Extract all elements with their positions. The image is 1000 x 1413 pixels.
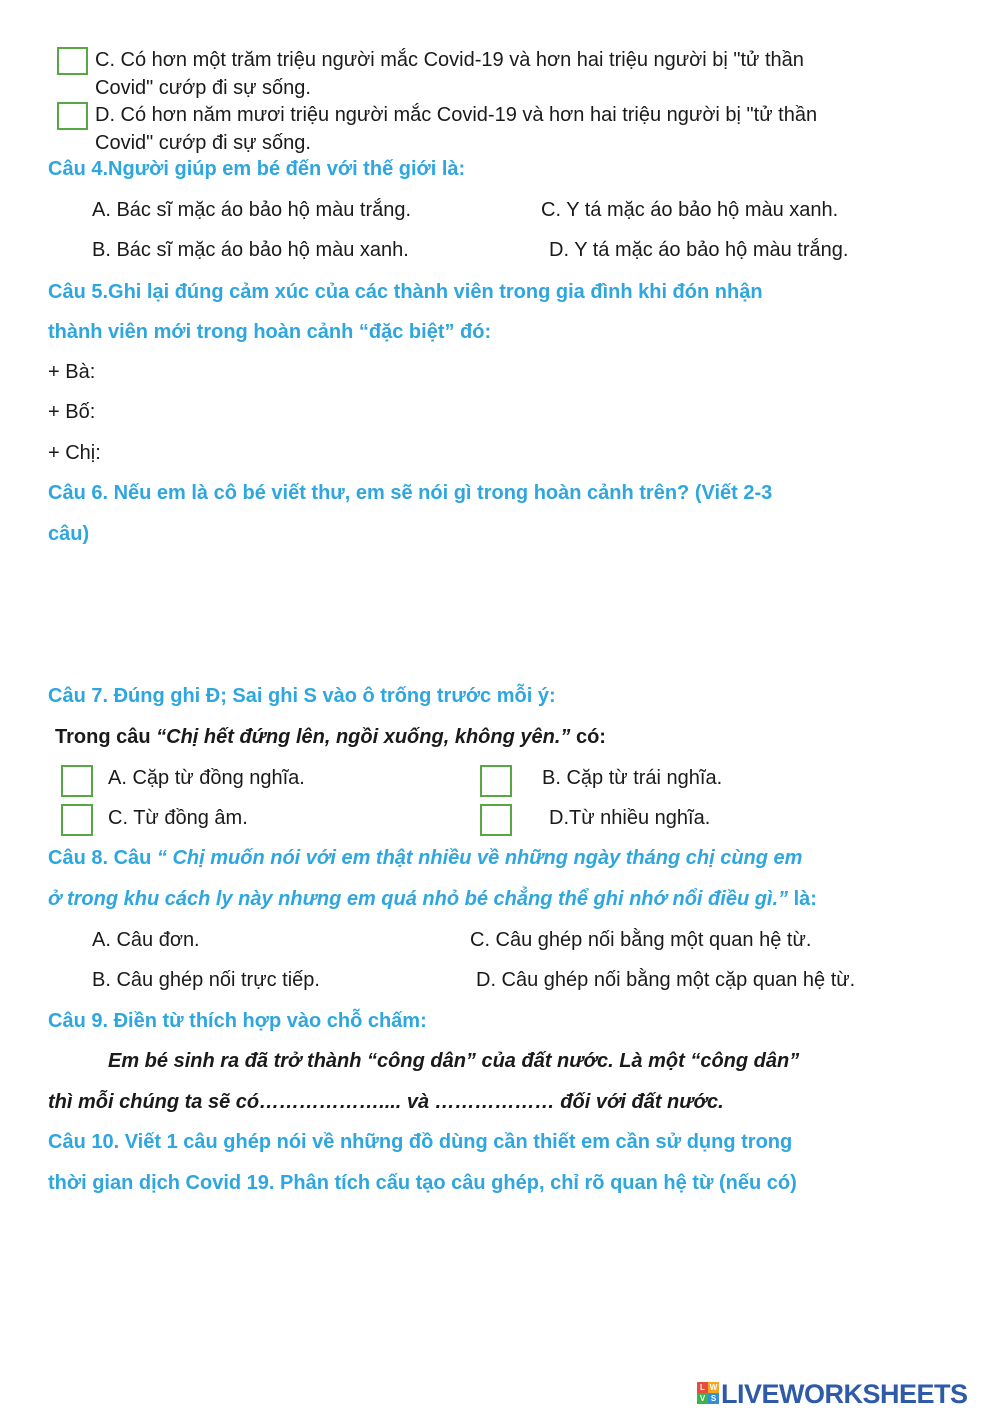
q5-ba-label: + Bà: [48, 361, 96, 383]
checkbox-q7-d[interactable] [480, 804, 512, 836]
q5-bo-label: + Bố: [48, 401, 96, 423]
logo-mark-icon [697, 1382, 719, 1404]
q7-option-d: D.Từ nhiều nghĩa. [549, 807, 711, 829]
logo-text: LIVEWORKSHEETS [721, 1379, 968, 1409]
logo-mark-l: L [697, 1382, 708, 1393]
q4-option-b: B. Bác sĩ mặc áo bảo hộ màu xanh. [92, 239, 409, 261]
q8-option-d: D. Câu ghép nối bằng một cặp quan hệ từ. [476, 969, 856, 991]
q5-chi-label: + Chị: [48, 442, 101, 464]
checkbox-q7-c[interactable] [61, 804, 93, 836]
q8-option-b: B. Câu ghép nối trực tiếp. [92, 969, 320, 991]
q5-title-line2: thành viên mới trong hoàn cảnh “đặc biệt” đó: [48, 321, 492, 343]
logo-mark-v: V [697, 1393, 708, 1404]
checkbox-q3-c[interactable] [57, 47, 88, 75]
q3-option-c-line2: Covid" cướp đi sự sống. [95, 77, 311, 99]
q6-title-line1: Câu 6. Nếu em là cô bé viết thư, em sẽ nói gì trong hoàn cảnh trên? (Viết 2-3 [48, 482, 773, 504]
q4-option-a: A. Bác sĩ mặc áo bảo hộ màu trắng. [92, 199, 412, 221]
q9-passage-line2: thì mỗi chúng ta sẽ có……………….... và ……………… đối với đất nước. [48, 1091, 724, 1113]
q5-title-line1: Câu 5.Ghi lại đúng cảm xúc của các thành viên trong gia đình khi đón nhận [48, 281, 763, 303]
checkbox-q7-a[interactable] [61, 765, 93, 797]
q10-title-line2: thời gian dịch Covid 19. Phân tích cấu tạo câu ghép, chỉ rõ quan hệ từ (nếu có) [48, 1172, 797, 1194]
q8-title-line2 [48, 887, 817, 911]
q8-title-prefix: Câu 8. Câu [48, 847, 157, 869]
q9-passage-line1: Em bé sinh ra đã trở thành “công dân” của đất nước. Là một “công dân” [108, 1050, 800, 1072]
q7-prompt-suffix: có: [570, 726, 606, 748]
q7-option-a: A. Cặp từ đồng nghĩa. [108, 767, 305, 789]
q4-title: Câu 4.Người giúp em bé đến với thế giới là: [48, 158, 466, 180]
checkbox-q7-b[interactable] [480, 765, 512, 797]
q8-title-suffix: là: [788, 888, 817, 910]
q4-option-d: D. Y tá mặc áo bảo hộ màu trắng. [549, 239, 849, 261]
logo-mark-w: W [709, 1383, 718, 1392]
q8-quote-line2: ở trong khu cách ly này nhưng em quá nhỏ bé chẳng thể ghi nhớ nổi điều gì.” [48, 888, 789, 910]
q9-title: Câu 9. Điền từ thích hợp vào chỗ chấm: [48, 1010, 427, 1032]
logo-mark-s: S [708, 1393, 719, 1404]
q3-option-d-line2: Covid" cướp đi sự sống. [95, 132, 311, 154]
q7-prompt-quote: “Chị hết đứng lên, ngồi xuống, không yên.” [156, 726, 571, 748]
q8-title-line1 [48, 846, 802, 870]
q3-option-d-line1: D. Có hơn năm mươi triệu người mắc Covid-19 và hơn hai triệu người bị "tử thần [95, 104, 818, 126]
q8-option-a: A. Câu đơn. [92, 929, 200, 951]
checkbox-q3-d[interactable] [57, 102, 88, 130]
q7-option-b: B. Cặp từ trái nghĩa. [542, 767, 723, 789]
q3-option-c-line1: C. Có hơn một trăm triệu người mắc Covid-19 và hơn hai triệu người bị "tử thần [95, 49, 804, 71]
q7-title: Câu 7. Đúng ghi Đ; Sai ghi S vào ô trống trước mỗi ý: [48, 685, 556, 707]
q7-prompt-prefix: Trong câu [55, 726, 157, 748]
q8-option-c: C. Câu ghép nối bằng một quan hệ từ. [470, 929, 812, 951]
q8-quote-line1: “ Chị muốn nói với em thật nhiều về những ngày tháng chị cùng em [156, 847, 803, 869]
q6-title-line2: câu) [48, 523, 90, 545]
q10-title-line1: Câu 10. Viết 1 câu ghép nói về những đồ dùng cần thiết em cần sử dụng trong [48, 1131, 793, 1153]
q7-prompt [55, 725, 606, 749]
q4-option-c: C. Y tá mặc áo bảo hộ màu xanh. [541, 199, 839, 221]
q7-option-c: C. Từ đồng âm. [108, 807, 248, 829]
